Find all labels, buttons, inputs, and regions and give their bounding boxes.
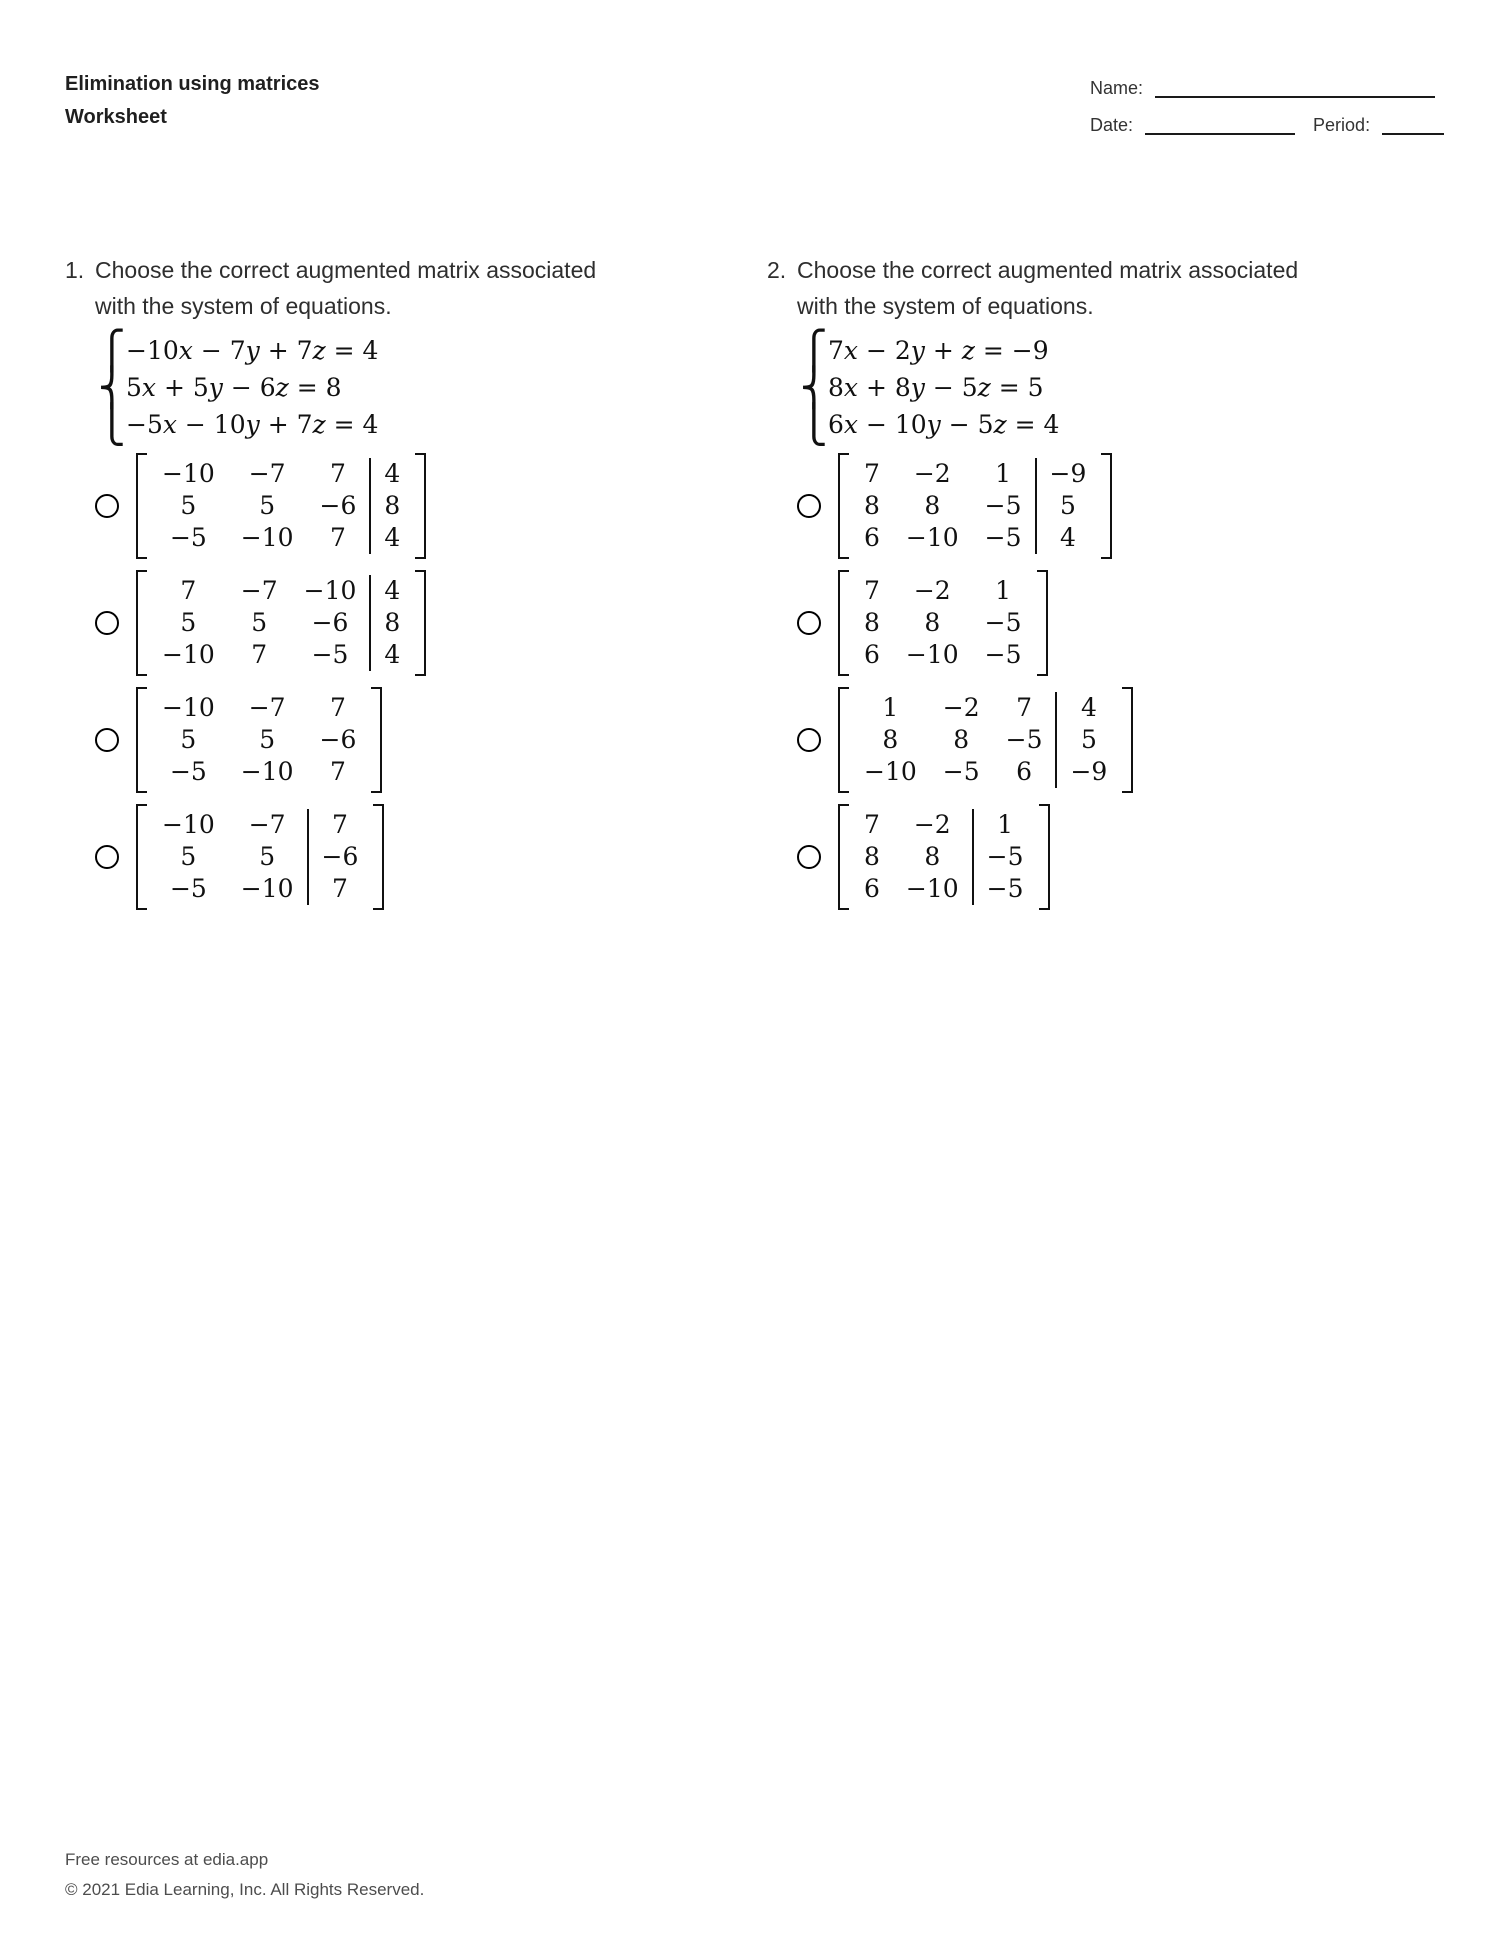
prompt-line: Choose the correct augmented matrix associated bbox=[797, 257, 1299, 283]
matrix-cell-augmented: 4 bbox=[370, 575, 413, 607]
system-of-equations bbox=[98, 329, 690, 446]
equation-list bbox=[828, 332, 1059, 443]
matrix-cell: 7 bbox=[330, 757, 346, 786]
equation-line: −5x − 10y + 7z = 4 bbox=[126, 410, 379, 439]
date-label: Date: bbox=[1090, 115, 1134, 135]
matrix-grid bbox=[851, 458, 1099, 554]
answer-option[interactable] bbox=[797, 570, 1392, 676]
option-radio[interactable] bbox=[95, 494, 119, 518]
matrix-cell: −10 bbox=[303, 576, 357, 605]
matrix-right-bracket bbox=[373, 804, 384, 910]
matrix-cell: −2 bbox=[913, 576, 951, 605]
matrix-row bbox=[149, 607, 413, 639]
matrix-right-bracket bbox=[415, 453, 426, 559]
name-field-row bbox=[1090, 78, 1435, 98]
matrix-left-bracket bbox=[136, 453, 147, 559]
answer-matrix bbox=[136, 687, 382, 793]
matrix-row bbox=[149, 639, 413, 671]
matrix-cell: −7 bbox=[248, 693, 286, 722]
prompt-line: with the system of equations. bbox=[797, 293, 1094, 319]
matrix-cell-augmented: −6 bbox=[308, 841, 372, 873]
option-radio[interactable] bbox=[797, 728, 821, 752]
matrix-cell-augmented: −5 bbox=[973, 841, 1037, 873]
option-radio[interactable] bbox=[95, 611, 119, 635]
matrix-cell: 1 bbox=[882, 693, 899, 722]
question bbox=[65, 252, 690, 921]
matrix-row bbox=[149, 490, 413, 522]
matrix-cell: −2 bbox=[913, 459, 951, 488]
system-brace-icon: ⎧ ⎨ ⎩ bbox=[800, 329, 828, 446]
matrix-cell: −10 bbox=[905, 640, 959, 669]
system-of-equations bbox=[800, 329, 1392, 446]
footer-resources-text: Free resources at edia.app bbox=[65, 1850, 269, 1869]
matrix-grid bbox=[149, 692, 369, 788]
matrix-row bbox=[851, 873, 1037, 905]
matrix-right-bracket bbox=[1122, 687, 1133, 793]
answer-matrix bbox=[838, 804, 1050, 910]
matrix-cell: −10 bbox=[905, 874, 959, 903]
equation-line: −10x − 7y + 7z = 4 bbox=[126, 336, 379, 365]
matrix-right-bracket bbox=[1101, 453, 1112, 559]
matrix-cell-augmented: 8 bbox=[370, 607, 413, 639]
page-header bbox=[0, 0, 1500, 152]
matrix-cell: −5 bbox=[984, 491, 1022, 520]
matrix-cell-augmented: −5 bbox=[973, 873, 1037, 905]
answer-matrix bbox=[838, 687, 1133, 793]
question-prompt bbox=[767, 252, 1392, 324]
question bbox=[767, 252, 1392, 921]
matrix-cell: −10 bbox=[162, 640, 215, 669]
matrix-cell: −5 bbox=[984, 523, 1022, 552]
page-title: Elimination using matrices bbox=[65, 73, 320, 95]
date-blank-line bbox=[1145, 117, 1295, 135]
matrix-right-bracket bbox=[415, 570, 426, 676]
worksheet-title-block bbox=[65, 68, 320, 152]
matrix-grid bbox=[149, 809, 371, 905]
matrix-cell-augmented: 7 bbox=[308, 809, 372, 841]
matrix-cell: −6 bbox=[319, 491, 357, 520]
matrix-row bbox=[851, 458, 1099, 490]
matrix-row bbox=[149, 756, 369, 788]
matrix-cell: 7 bbox=[330, 523, 346, 552]
answer-option[interactable] bbox=[797, 804, 1392, 910]
matrix-cell: 7 bbox=[864, 459, 880, 488]
questions-area bbox=[0, 252, 1500, 921]
matrix-left-bracket bbox=[838, 804, 849, 910]
answer-option[interactable] bbox=[95, 687, 690, 793]
answer-matrix bbox=[136, 453, 426, 559]
option-radio[interactable] bbox=[797, 611, 821, 635]
matrix-cell: 8 bbox=[864, 491, 880, 520]
question-prompt-text bbox=[95, 252, 596, 324]
matrix-left-bracket bbox=[136, 687, 147, 793]
matrix-cell: 5 bbox=[180, 491, 197, 520]
page-subtitle: Worksheet bbox=[65, 106, 167, 128]
matrix-row bbox=[851, 841, 1037, 873]
matrix-row bbox=[851, 575, 1035, 607]
matrix-cell-augmented: −9 bbox=[1056, 756, 1120, 788]
name-label: Name: bbox=[1090, 78, 1144, 98]
matrix-cell: −5 bbox=[984, 640, 1022, 669]
matrix-cell: −10 bbox=[240, 874, 294, 903]
answer-matrix bbox=[838, 570, 1048, 676]
system-brace-icon: ⎧ ⎨ ⎩ bbox=[98, 329, 126, 446]
matrix-row bbox=[851, 607, 1035, 639]
matrix-cell: −5 bbox=[311, 640, 349, 669]
matrix-cell: 5 bbox=[180, 608, 197, 637]
answer-option[interactable] bbox=[95, 804, 690, 910]
matrix-cell: 6 bbox=[864, 874, 880, 903]
matrix-cell-augmented: 1 bbox=[973, 809, 1037, 841]
options-list bbox=[95, 453, 690, 910]
matrix-cell: 7 bbox=[330, 459, 346, 488]
matrix-cell: 8 bbox=[864, 842, 880, 871]
option-radio[interactable] bbox=[797, 494, 821, 518]
matrix-cell: −7 bbox=[248, 459, 286, 488]
matrix-cell-augmented: 5 bbox=[1036, 490, 1100, 522]
matrix-cell-augmented: 4 bbox=[1036, 522, 1100, 554]
matrix-grid bbox=[851, 809, 1037, 905]
matrix-cell: 7 bbox=[1016, 693, 1032, 722]
matrix-cell: 5 bbox=[259, 491, 276, 520]
matrix-grid bbox=[851, 575, 1035, 671]
prompt-line: Choose the correct augmented matrix associated bbox=[95, 257, 597, 283]
option-radio[interactable] bbox=[797, 845, 821, 869]
matrix-row bbox=[851, 692, 1120, 724]
answer-option[interactable] bbox=[797, 687, 1392, 793]
matrix-row bbox=[149, 873, 371, 905]
matrix-cell: −5 bbox=[169, 523, 207, 552]
matrix-cell: −10 bbox=[162, 459, 215, 488]
matrix-row bbox=[851, 490, 1099, 522]
matrix-cell: −10 bbox=[240, 523, 294, 552]
matrix-cell-augmented: −9 bbox=[1036, 458, 1100, 490]
matrix-cell: 6 bbox=[864, 523, 880, 552]
answer-matrix bbox=[136, 570, 426, 676]
matrix-left-bracket bbox=[838, 687, 849, 793]
matrix-row bbox=[851, 809, 1037, 841]
matrix-cell: 8 bbox=[924, 491, 941, 520]
matrix-left-bracket bbox=[838, 570, 849, 676]
matrix-grid bbox=[149, 458, 413, 554]
matrix-cell: 8 bbox=[924, 842, 941, 871]
student-fields bbox=[1090, 68, 1435, 152]
matrix-left-bracket bbox=[838, 453, 849, 559]
options-list bbox=[797, 453, 1392, 910]
matrix-cell: −5 bbox=[984, 608, 1022, 637]
matrix-cell: −5 bbox=[1005, 725, 1043, 754]
question-prompt bbox=[65, 252, 690, 324]
answer-matrix bbox=[136, 804, 384, 910]
matrix-row bbox=[149, 809, 371, 841]
matrix-cell-augmented: 7 bbox=[308, 873, 372, 905]
matrix-cell: 5 bbox=[259, 725, 276, 754]
answer-option[interactable] bbox=[797, 453, 1392, 559]
matrix-cell: −5 bbox=[942, 757, 980, 786]
question-number: 1. bbox=[65, 257, 85, 283]
matrix-cell-augmented: 4 bbox=[370, 458, 413, 490]
matrix-cell: 5 bbox=[251, 608, 268, 637]
matrix-cell: −10 bbox=[240, 757, 294, 786]
matrix-cell: 1 bbox=[995, 576, 1012, 605]
matrix-cell: 8 bbox=[882, 725, 899, 754]
matrix-cell: 5 bbox=[180, 842, 197, 871]
matrix-cell: −7 bbox=[248, 810, 286, 839]
matrix-row bbox=[851, 639, 1035, 671]
equation-line: 6x − 10y − 5z = 4 bbox=[828, 410, 1060, 439]
answer-matrix bbox=[838, 453, 1112, 559]
matrix-row bbox=[149, 841, 371, 873]
matrix-left-bracket bbox=[136, 804, 147, 910]
matrix-left-bracket bbox=[136, 570, 147, 676]
matrix-cell: −10 bbox=[905, 523, 959, 552]
matrix-row bbox=[851, 522, 1099, 554]
matrix-cell: −7 bbox=[240, 576, 278, 605]
date-period-field-row bbox=[1090, 115, 1435, 135]
matrix-cell: 8 bbox=[953, 725, 970, 754]
matrix-cell: −2 bbox=[913, 810, 951, 839]
matrix-cell: −5 bbox=[169, 757, 207, 786]
matrix-cell: −10 bbox=[162, 810, 215, 839]
matrix-row bbox=[149, 724, 369, 756]
question-number: 2. bbox=[767, 257, 787, 283]
matrix-cell: −6 bbox=[311, 608, 349, 637]
matrix-right-bracket bbox=[371, 687, 382, 793]
matrix-cell: 8 bbox=[924, 608, 941, 637]
matrix-cell-augmented: 4 bbox=[1056, 692, 1120, 724]
matrix-right-bracket bbox=[1039, 804, 1050, 910]
matrix-cell: 7 bbox=[330, 693, 346, 722]
matrix-cell: 7 bbox=[180, 576, 197, 605]
matrix-row bbox=[149, 575, 413, 607]
equation-line: 7x − 2y + z = −9 bbox=[828, 336, 1049, 365]
name-blank-line bbox=[1155, 80, 1435, 98]
matrix-right-bracket bbox=[1037, 570, 1048, 676]
matrix-cell-augmented: 4 bbox=[370, 639, 413, 671]
matrix-cell-augmented: 4 bbox=[370, 522, 413, 554]
matrix-row bbox=[149, 522, 413, 554]
matrix-cell: −2 bbox=[942, 693, 980, 722]
period-label: Period: bbox=[1313, 115, 1371, 135]
matrix-cell: 1 bbox=[995, 459, 1012, 488]
matrix-cell: 8 bbox=[864, 608, 880, 637]
matrix-grid bbox=[149, 575, 413, 671]
page-footer bbox=[65, 1845, 424, 1905]
answer-option[interactable] bbox=[95, 453, 690, 559]
matrix-cell: 6 bbox=[1016, 757, 1032, 786]
matrix-row bbox=[851, 724, 1120, 756]
matrix-cell: −10 bbox=[864, 757, 917, 786]
matrix-cell: −5 bbox=[169, 874, 207, 903]
matrix-cell-augmented: 5 bbox=[1056, 724, 1120, 756]
question-prompt-text bbox=[797, 252, 1298, 324]
matrix-cell: 7 bbox=[251, 640, 268, 669]
matrix-grid bbox=[851, 692, 1120, 788]
equation-line: 5x + 5y − 6z = 8 bbox=[126, 373, 342, 402]
matrix-cell: 5 bbox=[180, 725, 197, 754]
matrix-row bbox=[851, 756, 1120, 788]
matrix-row bbox=[149, 458, 413, 490]
equation-line: 8x + 8y − 5z = 5 bbox=[828, 373, 1044, 402]
matrix-cell: −6 bbox=[319, 725, 357, 754]
option-radio[interactable] bbox=[95, 845, 119, 869]
matrix-cell: 5 bbox=[259, 842, 276, 871]
matrix-cell: 6 bbox=[864, 640, 880, 669]
footer-copyright-text: © 2021 Edia Learning, Inc. All Rights Reserved. bbox=[65, 1880, 425, 1899]
option-radio[interactable] bbox=[95, 728, 119, 752]
matrix-row bbox=[149, 692, 369, 724]
matrix-cell: 7 bbox=[864, 810, 880, 839]
matrix-cell-augmented: 8 bbox=[370, 490, 413, 522]
matrix-cell: 7 bbox=[864, 576, 880, 605]
prompt-line: with the system of equations. bbox=[95, 293, 392, 319]
matrix-cell: −10 bbox=[162, 693, 215, 722]
answer-option[interactable] bbox=[95, 570, 690, 676]
equation-list bbox=[126, 332, 378, 443]
period-blank-line bbox=[1382, 117, 1444, 135]
